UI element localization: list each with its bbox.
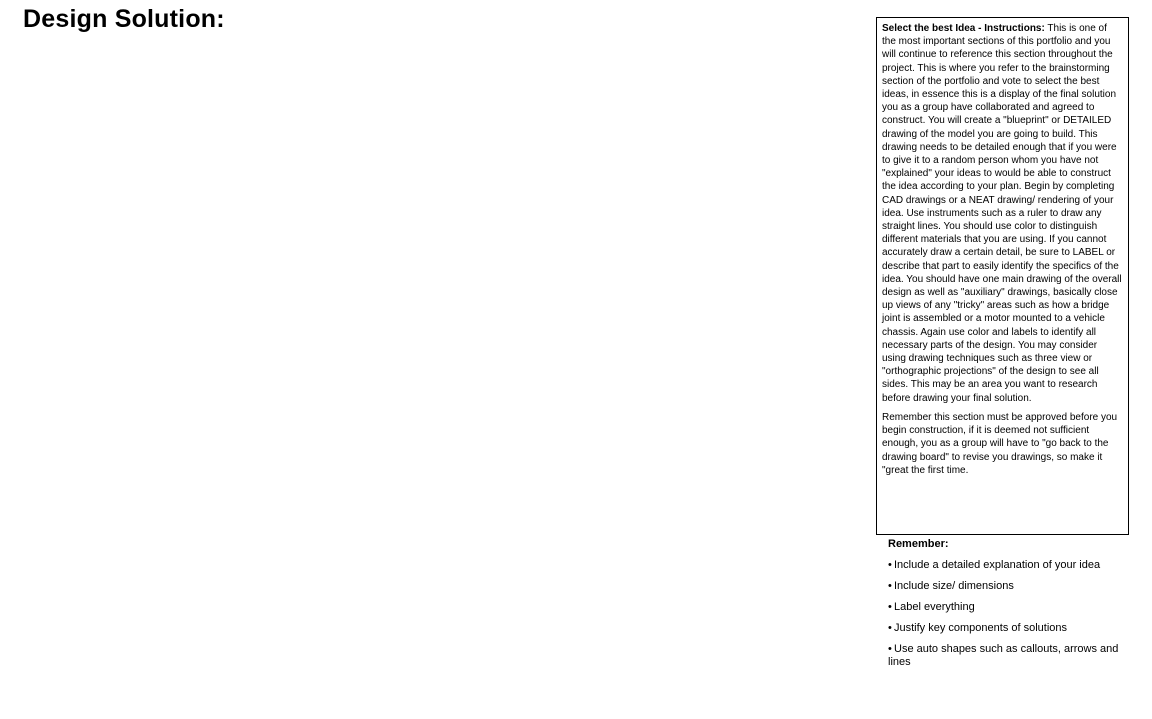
list-item-text: Include size/ dimensions [894,580,1014,592]
instructions-lead: Select the best Idea - Instructions: [882,23,1045,34]
instructions-note: Remember this section must be approved before you begin construction, if it is deemed not sufficient enough, you as a group will have to "go back to the drawing board" to revise you drawings, so make it "great the first time. [882,411,1118,476]
list-item [888,622,1128,635]
bullet-icon: • [888,601,892,613]
list-item [888,643,1128,669]
bullet-icon: • [888,580,892,592]
instructions-body: This is one of the most important sections of this portfolio and you will continue to reference this section throughout the project. This is where you refer to the brainstorming section of the portfolio and vote to select the best ideas, in essence this is a display of the final solution you as a group have collaborated and agreed to construct. You will create a "blueprint" or DETAILED drawing of the model you are going to build. This drawing needs to be detailed enough that if you were to give it to a random person whom you have not "explained" your ideas to would be able to construct the idea according to your plan. Begin by completing CAD drawings or a NEAT drawing/ rendering of your idea. Use instruments such as a ruler to draw any straight lines. You should use color to distinguish different materials that you are using. If you cannot accurately draw a certain detail, be sure to LABEL or describe that part to easily identify the specifics of the idea. You should have one main drawing of the overall design as well as "auxiliary" drawings, basically close up views of any "tricky" areas such as how a bridge joint is assembled or a motor mounted to a vehicle chassis. Again use color and labels to identify all necessary parts of the design. You may consider using drawing techniques such as three view or "orthographic projections" of the design to see all sides. This may be an area you want to research before drawing your final solution. [882,23,1122,404]
list-item [888,601,1128,614]
remember-list [888,559,1128,669]
remember-heading: Remember: [888,538,949,550]
list-item-text: Justify key components of solutions [894,622,1068,634]
page-title: Design Solution: [23,5,225,33]
bullet-icon: • [888,622,892,634]
remember-section [888,538,1128,677]
list-item-text: Include a detailed explanation of your idea [894,559,1101,571]
list-item-text: Use auto shapes such as callouts, arrows and lines [888,643,1119,668]
list-item [888,559,1128,572]
instructions-paragraph [882,22,1123,405]
list-item [888,580,1128,593]
instructions-box [876,17,1129,535]
bullet-icon: • [888,643,892,655]
list-item-text: Label everything [894,601,975,613]
bullet-icon: • [888,559,892,571]
